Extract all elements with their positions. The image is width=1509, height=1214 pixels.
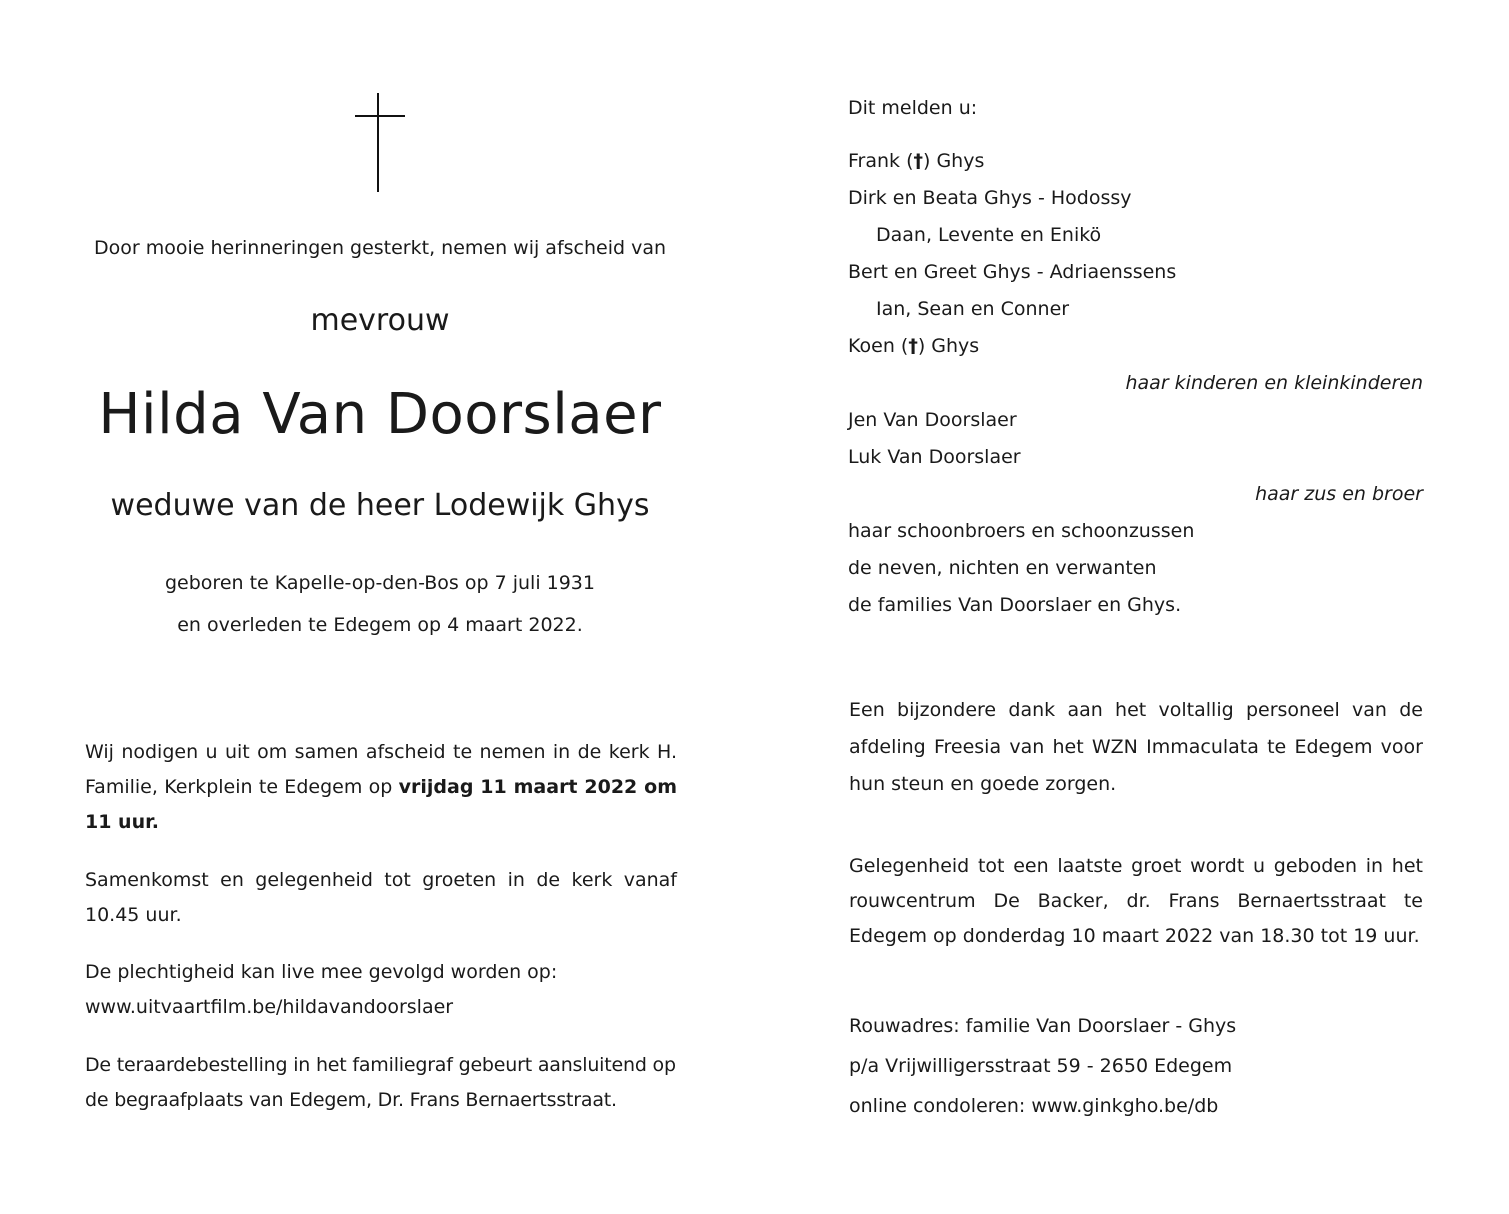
funeral-date: vrijdag 11 maart 2022 om 11 uur. xyxy=(85,776,678,833)
address-line: Rouwadres: familie Van Doorslaer - Ghys xyxy=(849,1015,1237,1037)
address-line: p/a Vrijwilligersstraat 59 - 2650 Edegem xyxy=(849,1055,1233,1077)
title-word: mevrouw xyxy=(310,303,450,338)
family-member: Dirk en Beata Ghys - Hodossy xyxy=(848,187,1132,209)
other-relatives: de families Van Doorslaer en Ghys. xyxy=(848,594,1182,616)
grandchildren: Daan, Levente en Enikö xyxy=(876,224,1102,246)
burial-text: De teraardebestelling in het familiegraf gebeurt aansluitend op de begraafplaats van Edegem, Dr. Frans Bernaertsstraat. xyxy=(85,1054,676,1111)
role-siblings: haar zus en broer xyxy=(1255,483,1423,505)
other-relatives: de neven, nichten en verwanten xyxy=(848,557,1157,579)
sibling: Jen Van Doorslaer xyxy=(848,409,1017,431)
family-member: Bert en Greet Ghys - Adriaenssens xyxy=(848,261,1177,283)
role-children: haar kinderen en kleinkinderen xyxy=(1125,372,1423,394)
thanks-text: Een bijzondere dank aan het voltallig personeel van de afdeling Freesia van het WZN Immaculata te Edegem voor hun steun en goede zorgen. xyxy=(849,699,1423,795)
birth-info: geboren te Kapelle-op-den-Bos op 7 juli 1931 xyxy=(165,572,595,594)
intro-text: Door mooie herinneringen gesterkt, nemen wij afscheid van xyxy=(93,237,667,259)
visitation-info xyxy=(849,849,1423,954)
funeral-invitation xyxy=(85,735,677,840)
visitation-text: Gelegenheid tot een laatste groet wordt u geboden in het rouwcentrum De Backer, dr. Frans Bernaertsstraat te Edegem op donderdag 10 maart 2022 van 18.30 tot 19 uur. xyxy=(849,855,1423,947)
meeting-info xyxy=(85,863,677,933)
mourning-address xyxy=(849,1006,1423,1126)
family-list xyxy=(848,90,1423,624)
family-member: Koen (†) Ghys xyxy=(848,335,980,357)
deceased-mark: † xyxy=(913,150,923,172)
death-info: en overleden te Edegem op 4 maart 2022. xyxy=(177,614,583,636)
family-member: Frank (†) Ghys xyxy=(848,150,985,172)
other-relatives: haar schoonbroers en schoonzussen xyxy=(848,520,1195,542)
announce-text: Dit melden u: xyxy=(848,97,978,119)
thanks-note xyxy=(849,692,1423,803)
livestream-link[interactable]: www.uitvaartfilm.be/hildavandoorslaer xyxy=(85,996,454,1018)
invitation-text: Wij nodigen u uit om samen afscheid te nemen in de kerk H. Familie, Kerkplein te Edegem op xyxy=(85,741,677,798)
condolence-link[interactable]: online condoleren: www.ginkgho.be/db xyxy=(849,1095,1219,1117)
deceased-name: Hilda Van Doorslaer xyxy=(98,382,662,447)
deceased-mark: † xyxy=(908,335,918,357)
widow-of: weduwe van de heer Lodewijk Ghys xyxy=(110,488,650,523)
sibling: Luk Van Doorslaer xyxy=(848,446,1021,468)
cross-icon xyxy=(355,93,405,193)
grandchildren: Ian, Sean en Conner xyxy=(876,298,1070,320)
livestream-info xyxy=(85,955,677,1025)
meeting-text: Samenkomst en gelegenheid tot groeten in de kerk vanaf 10.45 uur. xyxy=(85,869,677,926)
livestream-text: De plechtigheid kan live mee gevolgd worden op: xyxy=(85,961,558,983)
burial-info xyxy=(85,1048,677,1118)
